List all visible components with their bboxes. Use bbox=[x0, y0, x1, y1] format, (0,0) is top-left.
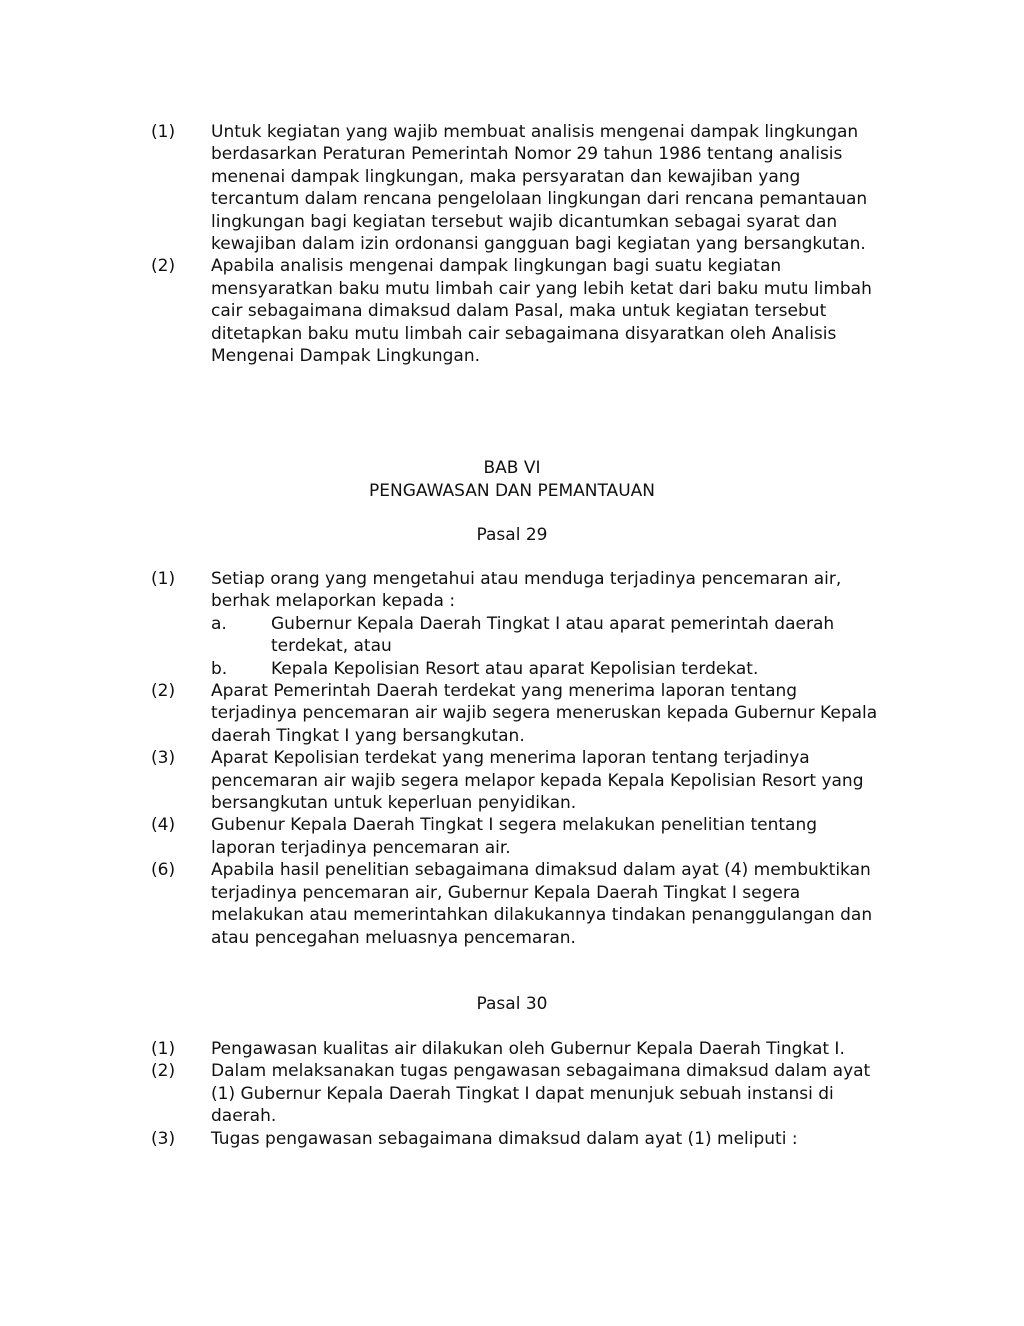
item-number: (2) bbox=[151, 1061, 176, 1082]
sub-item-text: Gubernur Kepala Daerah Tingkat I atau aparat pemerintah daerah terdekat, atau bbox=[271, 613, 835, 657]
item-text: Gubenur Kepala Daerah Tingkat I segera melakukan penelitian tentang laporan terjadinya pencemaran air. bbox=[211, 815, 818, 858]
item-text: Setiap orang yang mengetahui atau menduga terjadinya pencemaran air, berhak melaporkan kepada : bbox=[211, 569, 842, 612]
item-text: Dalam melaksanakan tugas pengawasan sebagaimana dimaksud dalam ayat (1) Gubernur Kepala Daerah Tingkat I dapat menunjuk sebuah instansi di daerah. bbox=[211, 1061, 871, 1127]
item-text: Apabila analisis mengenai dampak lingkungan bagi suatu kegiatan mensyaratkan baku mutu limbah cair yang lebih ketat dari baku mutu limbah cair sebagaimana dimaksud dalam Pasal, maka untuk kegiatan tersebut ditetapkan baku mutu limbah cair sebagaimana disyaratkan oleh Analisis Mengenai Dampak Lingkungan. bbox=[211, 256, 872, 367]
item-number: (1) bbox=[151, 1039, 176, 1059]
item-text: Pengawasan kualitas air dilakukan oleh Gubernur Kepala Daerah Tingkat I. bbox=[211, 1039, 845, 1059]
list-item bbox=[151, 1038, 881, 1060]
pasal-29-heading: Pasal 29 bbox=[476, 525, 548, 545]
item-text: Untuk kegiatan yang wajib membuat analisis mengenai dampak lingkungan berdasarkan Peraturan Pemerintah Nomor 29 tahun 1986 tentang analisis menenai dampak lingkungan, maka persyaratan dan kewajiban yang tercantum dalam rencana pengelolaan lingkungan dari rencana pemantauan lingkungan bagi kegiatan tersebut wajib dicantumkan sebagai syarat dan kewajiban dalam izin ordonansi gangguan bagi kegiatan yang bersangkutan. bbox=[211, 122, 868, 255]
item-number: (3) bbox=[151, 1128, 176, 1149]
list-item bbox=[151, 568, 881, 680]
list-item bbox=[151, 680, 881, 747]
list-item bbox=[151, 1060, 881, 1127]
top-article-items bbox=[151, 121, 881, 367]
list-item bbox=[151, 121, 881, 255]
item-text: Aparat Pemerintah Daerah terdekat yang menerima laporan tentang terjadinya pencemaran air wajib segera meneruskan kepada Gubernur Kepala daerah Tingkat I yang bersangkutan. bbox=[211, 681, 878, 746]
item-number: (1) bbox=[151, 122, 176, 142]
list-item bbox=[151, 255, 881, 367]
item-number: (2) bbox=[151, 256, 176, 277]
pasal-29-items bbox=[151, 568, 881, 949]
list-item bbox=[151, 859, 881, 949]
sub-item-letter: b. bbox=[211, 658, 228, 679]
sub-item-text: Kepala Kepolisian Resort atau aparat Kepolisian terdekat. bbox=[271, 658, 759, 679]
item-text: Apabila hasil penelitian sebagaimana dimaksud dalam ayat (4) membuktikan terjadinya pencemaran air, Gubernur Kepala Daerah Tingkat I segera melakukan atau memerintahkan dilakukannya tindakan penanggulangan dan atau pencegahan meluasnya pencemaran. bbox=[211, 860, 873, 948]
item-number: (3) bbox=[151, 748, 176, 769]
item-number: (1) bbox=[151, 569, 176, 589]
chapter-number: BAB VI bbox=[483, 458, 541, 478]
item-number: (6) bbox=[151, 860, 176, 881]
item-number: (4) bbox=[151, 815, 176, 836]
chapter-title: PENGAWASAN DAN PEMANTAUAN bbox=[369, 481, 655, 501]
sub-item bbox=[211, 658, 881, 680]
item-text: Aparat Kepolisian terdekat yang menerima laporan tentang terjadinya pencemaran air wajib segera melapor kepada Kepala Kepolisian Resort yang bersangkutan untuk keperluan penyidikan. bbox=[211, 748, 864, 814]
sub-item-letter: a. bbox=[211, 613, 227, 634]
item-number: (2) bbox=[151, 681, 176, 702]
pasal-30-heading: Pasal 30 bbox=[476, 994, 548, 1014]
pasal-30-items bbox=[151, 1038, 881, 1150]
list-item bbox=[151, 1128, 881, 1150]
list-item bbox=[151, 814, 881, 859]
item-text: Tugas pengawasan sebagaimana dimaksud dalam ayat (1) meliputi : bbox=[211, 1128, 798, 1149]
list-item bbox=[151, 747, 881, 814]
sub-item bbox=[211, 613, 881, 658]
